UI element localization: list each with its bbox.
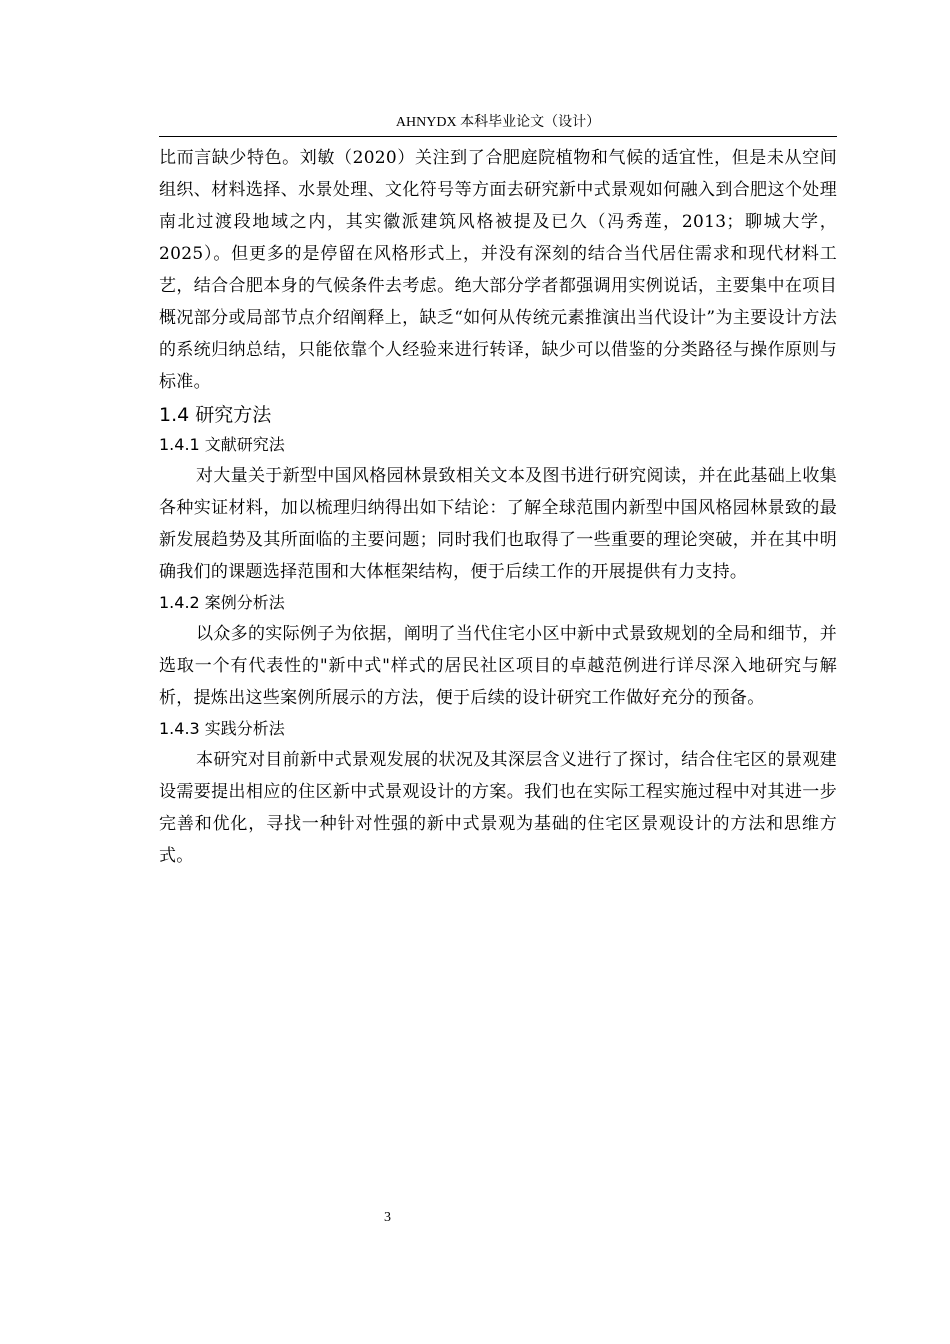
page-number: 3 [384, 1210, 391, 1225]
page-body [159, 142, 837, 872]
case-paragraph: 以众多的实际例子为依据，阐明了当代住宅小区中新中式景致规划的全局和细节，并选取一个有代表性的"新中式"样式的居民社区项目的卓越范例进行详尽深入地研究与解析，提炼出这些案例所展示的方法，便于后续的设计研究工作做好充分的预备。 [159, 624, 837, 708]
literature-paragraph: 对大量关于新型中国风格园林景致相关文本及图书进行研究阅读，并在此基础上收集各种实证材料，加以梳理归纳得出如下结论：了解全球范围内新型中国风格园林景致的最新发展趋势及其所面临的主要问题；同时我们也取得了一些重要的理论突破，并在其中明确我们的课题选择范围和大体框架结构，便于后续工作的开展提供有力支持。 [159, 466, 837, 582]
subsection-heading-case: 1.4.2 案例分析法 [159, 593, 285, 612]
section-heading: 1.4 研究方法 [159, 404, 272, 426]
practice-paragraph: 本研究对目前新中式景观发展的状况及其深层含义进行了探讨，结合住宅区的景观建设需要提出相应的住区新中式景观设计的方案。我们也在实际工程实施过程中对其进一步完善和优化，寻找一种针对性强的新中式景观为基础的住宅区景观设计的方法和思维方式。 [159, 750, 837, 866]
subsection-heading-literature: 1.4.1 文献研究法 [159, 435, 285, 454]
subsection-heading-practice: 1.4.3 实践分析法 [159, 719, 285, 738]
intro-paragraph: 比而言缺少特色。刘敏（2020）关注到了合肥庭院植物和气候的适宜性，但是未从空间组织、材料选择、水景处理、文化符号等方面去研究新中式景观如何融入到合肥这个处理南北过渡段地域之内，其实徽派建筑风格被提及已久（冯秀莲，2013；聊城大学，2025）。但更多的是停留在风格形式上，并没有深刻的结合当代居住需求和现代材料工艺，结合合肥本身的气候条件去考虑。绝大部分学者都强调用实例说话，主要集中在项目概况部分或局部节点介绍阐释上，缺乏“如何从传统元素推演出当代设计”为主要设计方法的系统归纳总结，只能依靠个人经验来进行转译，缺少可以借鉴的分类路径与操作原则与标准。 [159, 148, 837, 392]
header-divider [159, 136, 837, 137]
document-header: AHNYDX 本科毕业论文（设计） [395, 115, 601, 130]
